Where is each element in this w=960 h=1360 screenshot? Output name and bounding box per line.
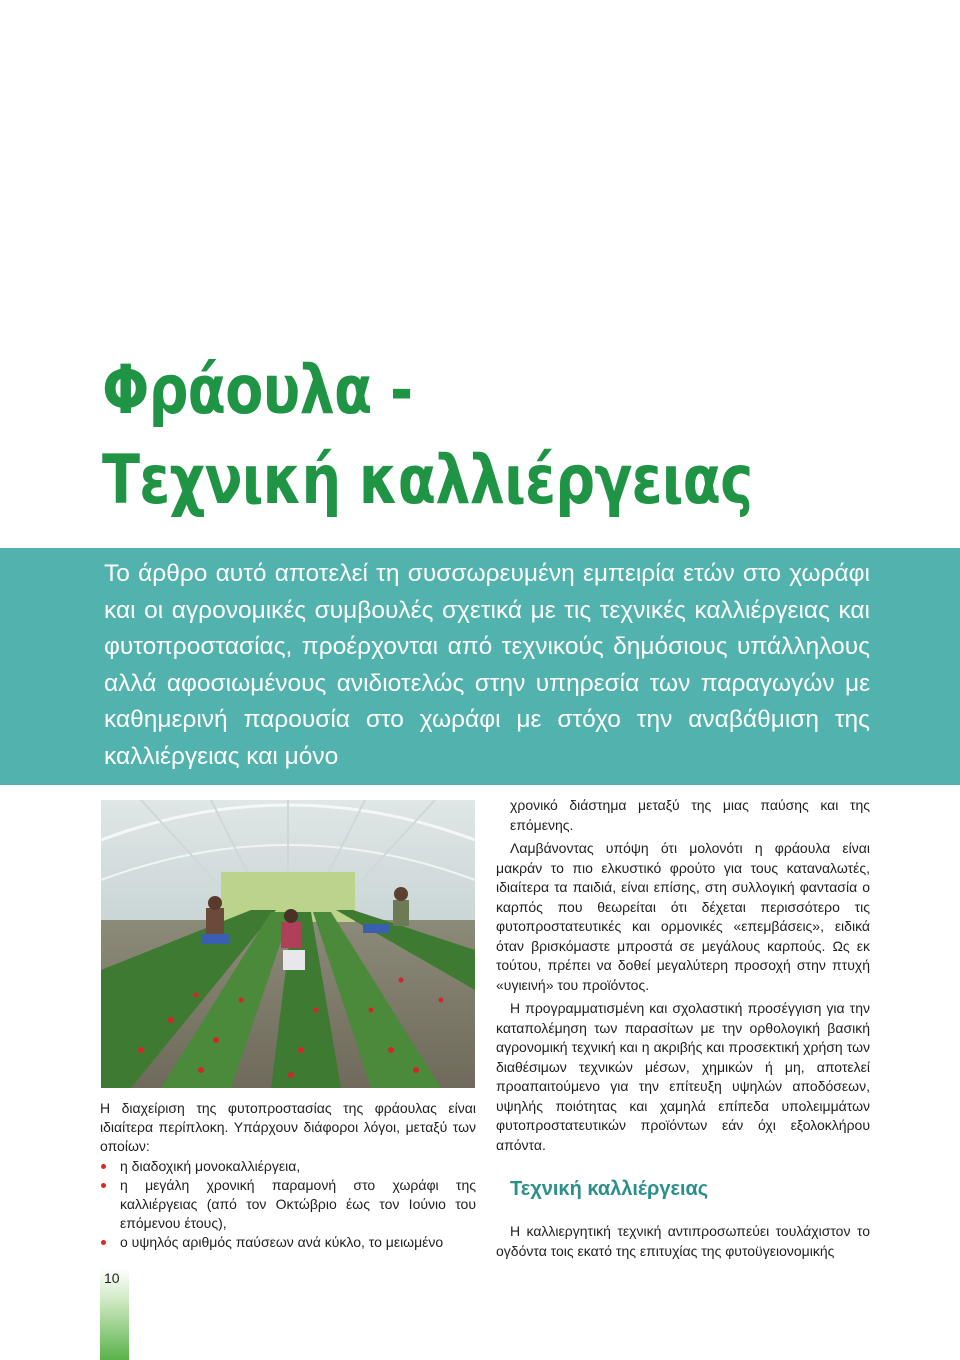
list-item xyxy=(100,1176,476,1233)
list-item-text: ο υψηλός αριθμός παύσεων ανά κύκλο, το μειωμένο xyxy=(120,1234,444,1250)
bullet-dot-icon xyxy=(101,1183,106,1188)
article-title-line-2: Τεχνική καλλιέργειας xyxy=(102,441,753,520)
lead-paragraph: Το άρθρο αυτό αποτελεί τη συσσωρευμένη εμπειρία ετών στο χωράφι και οι αγρονομικές συμβουλές σχετικά με τις τεχνικές καλλιέργειας και φυτοπροστασίας, προέρχονται από τεχνικούς δημόσιους υπάλληλους αλλά αφοσιωμένους ανιδιοτελώς στην υπηρεσία των παραγωγών με καθημερινή παρουσία στο χωράφι με στόχο την αναβάθμιση της καλλιέργειας και μόνο xyxy=(104,560,870,770)
body-paragraph-2: Η προγραμματισμένη και σχολαστική προσέγγιση για την καταπολέμηση των παρασίτων με την ορθολογική βασική αγρονομική τεχνική και η ακριβής και προσεκτική χρήση των διαθέσιμων τεχνικών μέσων, χημικών ή μη, αποτελεί προαπαιτούμενο για την επίτευξη υψηλών αποδόσεων, υψηλής ποιότητας και χαμηλά επίπεδα υπολειμμάτων φυτοπροστατευτικών προϊόντων εάν όχι εξολοκλήρου απόντα. xyxy=(496,1000,870,1153)
section-subheading: Τεχνική καλλιέργειας xyxy=(510,1178,709,1200)
page-number: 10 xyxy=(104,1270,120,1286)
list-item xyxy=(100,1157,476,1176)
right-column-section xyxy=(496,1222,870,1261)
continuation-paragraph: χρονικό διάστημα μεταξύ της μιας παύσης και της επόμενης. xyxy=(510,797,870,833)
bullet-dot-icon xyxy=(101,1164,106,1169)
list-item xyxy=(100,1233,476,1252)
right-column-body xyxy=(496,796,870,1155)
body-paragraph-3: Η καλλιεργητική τεχνική αντιπροσωπεύει τουλάχιστον το ογδόντα τοις εκατό της επιτυχίας της φυτοϋγειονομικής xyxy=(496,1223,870,1259)
article-title xyxy=(102,346,752,526)
article-title-line-1: Φράουλα - xyxy=(102,351,413,430)
list-item-text: η διαδοχική μονοκαλλιέργεια, xyxy=(120,1158,301,1174)
strawberry-greenhouse-photo xyxy=(101,800,475,1088)
reasons-list xyxy=(100,1157,476,1252)
greenhouse-illustration xyxy=(101,800,475,1088)
photo-caption-paragraph: Η διαχείριση της φυτοπροστασίας της φράουλας είναι ιδιαίτερα περίπλοκη. Υπάρχουν διάφοροι λόγοι, μεταξύ των οποίων: xyxy=(100,1100,476,1154)
body-paragraph-1: Λαμβάνοντας υπόψη ότι μολονότι η φράουλα είναι μακράν το πιο ελκυστικό φρούτο για τους καταναλωτές, ιδιαίτερα τα παιδιά, είναι επίσης, στη συλλογική φαντασία ο καρπός που θεωρείται ότι δέχεται περισσότερο τις φυτοπροστατευτικές και ορμονικές «επεμβάσεις», ειδικά όταν βρισκόμαστε μπροστά σε μεγάλους καρπούς. Ως εκ τούτου, πρέπει να δοθεί μεγαλύτερη προσοχή στην πτυχή «υγιεινή» του προϊόντος. xyxy=(496,840,870,993)
bullet-dot-icon xyxy=(101,1240,106,1245)
list-item-text: η μεγάλη χρονική παραμονή στο χωράφι της καλλιέργειας (από τον Οκτώβριο έως τον Ιούνιο του επόμενου έτους), xyxy=(120,1177,476,1231)
